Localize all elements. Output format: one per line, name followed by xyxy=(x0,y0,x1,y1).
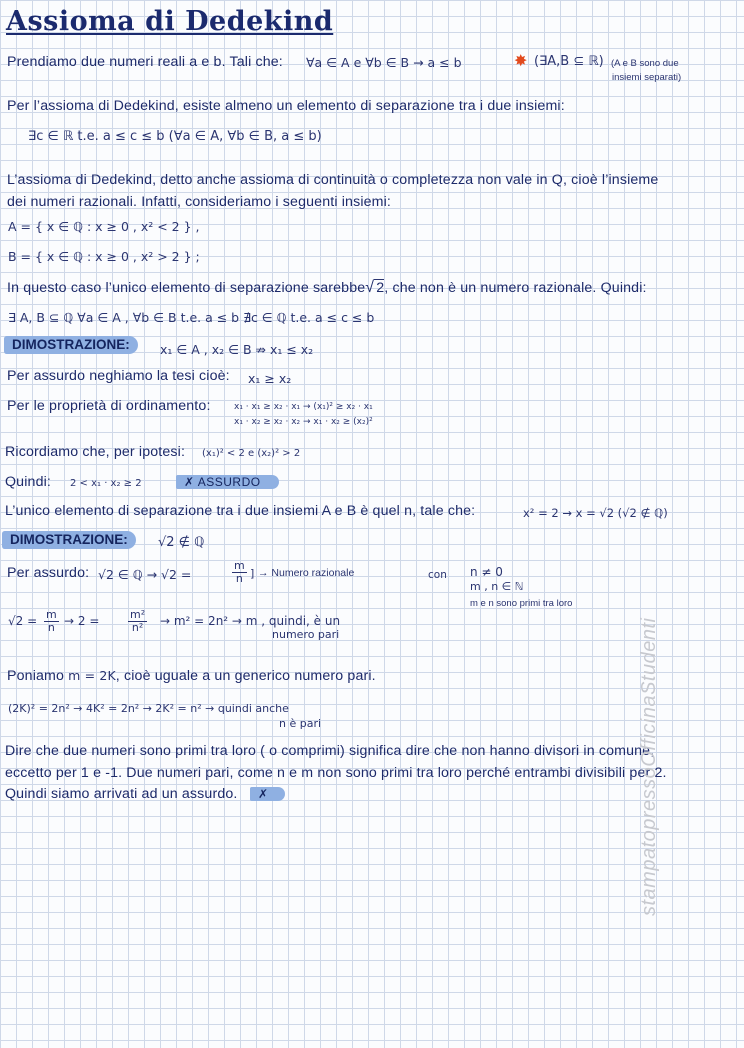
fraction-denominator: n xyxy=(235,572,243,585)
para-sqrt-after: , che non è un numero razionale. Quindi: xyxy=(384,280,647,296)
quindi-text: Quindi: xyxy=(5,474,52,490)
hypothesis-math: (x₁)² < 2 e (x₂)² > 2 xyxy=(202,448,301,459)
deriv-fraction-2 xyxy=(128,609,147,634)
para-sqrt xyxy=(7,279,647,297)
set-b: B = { x ∈ ℚ : x ≥ 0 , x² > 2 } ; xyxy=(8,249,200,264)
dedekind-math: ∃c ∈ ℝ t.e. a ≤ c ≤ b (∀a ∈ A, ∀b ∈ B, a ≤ b) xyxy=(28,129,322,144)
unique-math: x² = 2 → x = √2 (√2 ∉ ℚ) xyxy=(523,506,668,520)
deriv-fraction-2-den: n² xyxy=(131,621,144,634)
order-text: Per le proprietà di ordinamento: xyxy=(7,398,211,414)
page-title: Assioma di Dedekind xyxy=(6,6,334,37)
dim1-math: x₁ ∈ A , x₂ ∈ B ⇏ x₁ ≤ x₂ xyxy=(160,342,314,357)
quindi-math: 2 < x₁ · x₂ ≥ 2 xyxy=(70,478,142,489)
order-math-1: x₁ · x₁ ≥ x₂ · x₁ → (x₁)² ≥ x₂ · x₁ xyxy=(234,402,373,412)
poniamo-line xyxy=(7,668,376,684)
sqrt-arg: 2 xyxy=(376,280,385,296)
poniamo-math: m = 2K xyxy=(68,668,116,683)
deriv-fraction-1-num: m xyxy=(46,608,57,621)
dim2-math: √2 ∉ ℚ xyxy=(158,535,205,550)
final-line-2: eccetto per 1 e -1. Due numeri pari, come n e m non sono primi tra loro perché entrambi divisibili per 2. xyxy=(5,765,667,781)
assurdo-mark: ✗ xyxy=(250,787,285,801)
deriv-fraction-2-num: m² xyxy=(130,608,146,621)
para-continuity-1: L’assioma di Dedekind, detto anche assioma di continuità o completezza non vale in Q, cioè l’insieme xyxy=(7,172,659,188)
deriv-fraction-1-den: n xyxy=(47,621,55,634)
watermark: stampatopressoOfficinaStudenti xyxy=(638,617,660,916)
order-math-2: x₁ · x₂ ≥ x₂ · x₂ → x₁ · x₂ ≥ (x₂)² xyxy=(234,417,373,427)
assurdo-badge: ✗ ASSURDO xyxy=(176,475,279,489)
deriv-step-3: → m² = 2n² → m , quindi, è un xyxy=(160,614,341,628)
intro-note-1: (A e B sono due xyxy=(611,58,679,69)
unique-text: L’unico elemento di separazione tra i due insiemi A e B è quel n, tale che: xyxy=(5,503,476,519)
absurd-math-2: √2 ∈ ℚ → √2 = xyxy=(98,567,192,582)
final-line-3: Quindi siamo arrivati ad un assurdo. xyxy=(5,786,238,802)
para-sqrt-before: In questo caso l’unico elemento di separazione sarebbe xyxy=(7,280,366,296)
intro-math: ∀a ∈ A e ∀b ∈ B → a ≤ b xyxy=(306,55,462,70)
hypothesis-text: Ricordiamo che, per ipotesi: xyxy=(5,444,186,460)
intro-text: Prendiamo due numeri reali a e b. Tali che: xyxy=(7,54,283,70)
deriv-sqrt: √2 = xyxy=(8,614,38,628)
bracket-glyph: ] xyxy=(250,567,255,580)
intro-note-2: insiemi separati) xyxy=(612,72,682,83)
absurd-math-1: x₁ ≥ x₂ xyxy=(248,371,292,386)
star-icon: ✸ xyxy=(514,53,528,70)
absurd-text-2: Per assurdo: xyxy=(7,565,90,581)
deriv2-even: n è pari xyxy=(279,717,322,730)
dimostrazione-badge-2: DIMOSTRAZIONE: xyxy=(2,531,136,549)
absurd-text-1: Per assurdo neghiamo la tesi cioè: xyxy=(7,368,230,384)
cond-naturals: m , n ∈ ℕ xyxy=(470,580,524,593)
fraction-numerator: m xyxy=(234,559,245,572)
deriv-fraction-1 xyxy=(44,609,59,634)
poniamo-before: Poniamo xyxy=(7,668,65,684)
poniamo-after: , cioè uguale a un generico numero pari. xyxy=(115,668,376,684)
deriv-even: numero pari xyxy=(272,628,340,641)
fraction-m-n xyxy=(232,560,247,585)
set-a: A = { x ∈ ℚ : x ≥ 0 , x² < 2 } , xyxy=(8,219,200,234)
cond-n-nonzero: n ≠ 0 xyxy=(470,565,503,579)
exists-line: ∃ A, B ⊆ ℚ ∀a ∈ A , ∀b ∈ B t.e. a ≤ b ∄c ∈ ℚ t.e. a ≤ c ≤ b xyxy=(8,310,375,325)
final-line-1: Dire che due numeri sono primi tra loro ( o comprimi) significa dire che non hanno divisori in comune, xyxy=(5,743,655,759)
con-label: con xyxy=(428,569,447,581)
intro-math-sets: (∃A,B ⊆ ℝ) xyxy=(534,54,604,69)
deriv-step-2: → 2 = xyxy=(64,614,100,628)
cond-coprime: m e n sono primi tra loro xyxy=(470,598,573,609)
rational-note: → Numero razionale xyxy=(258,567,355,579)
sqrt-symbol: √ xyxy=(365,279,375,296)
deriv2-math: (2K)² = 2n² → 4K² = 2n² → 2K² = n² → quindi anche xyxy=(8,702,289,715)
para-continuity-2: dei numeri razionali. Infatti, consideriamo i seguenti insiemi: xyxy=(7,194,392,210)
dedekind-statement: Per l’assioma di Dedekind, esiste almeno un elemento di separazione tra i due insiemi: xyxy=(7,98,565,114)
dimostrazione-badge-1: DIMOSTRAZIONE: xyxy=(4,336,138,354)
